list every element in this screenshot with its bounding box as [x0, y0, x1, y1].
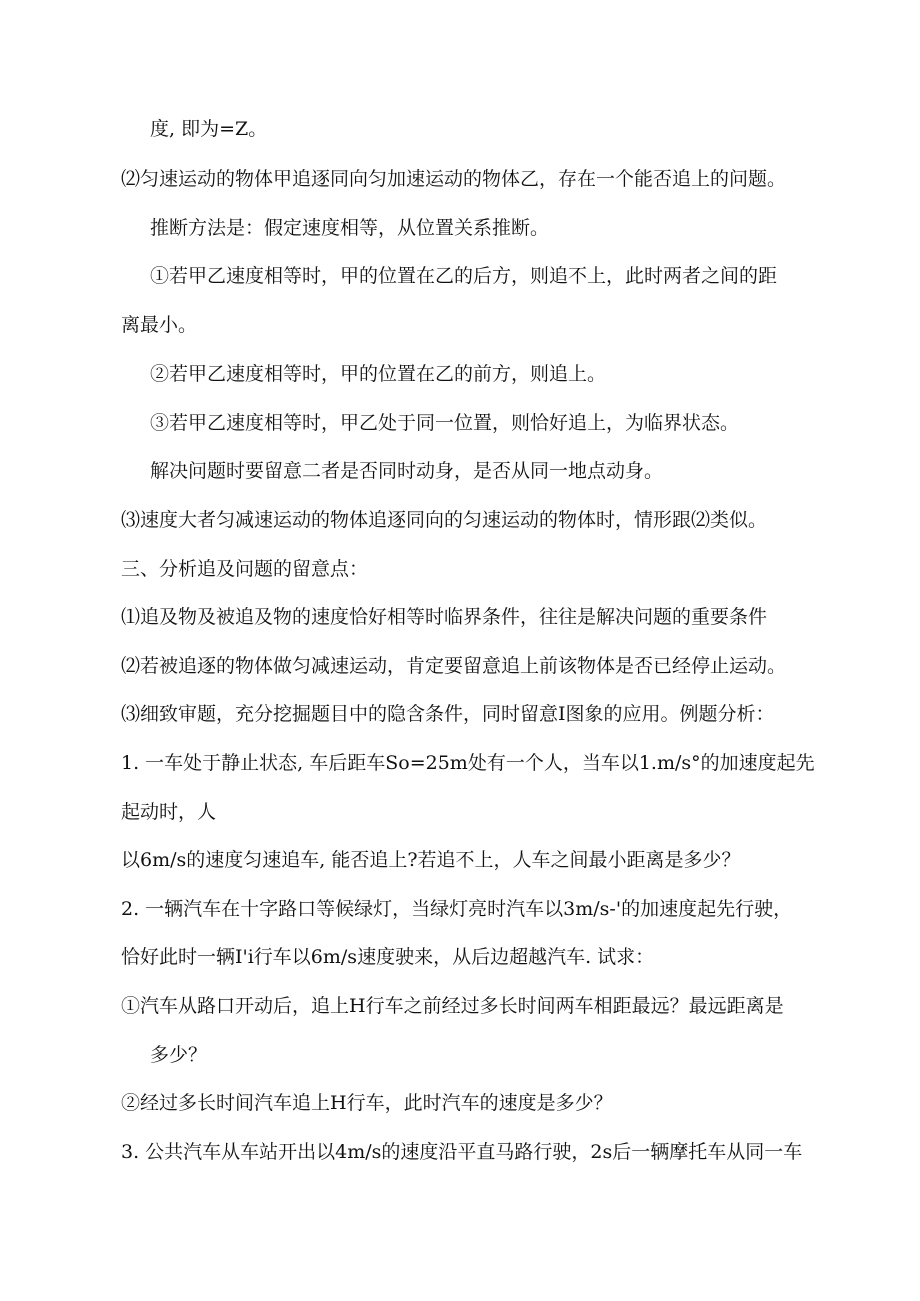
text-line: 离最小。: [121, 314, 198, 336]
text-line: ⑶细致审题，充分挖掘题目中的隐含条件，同时留意I图象的应用。例题分析：: [121, 703, 775, 725]
text-line: 起动时，人: [121, 801, 217, 823]
text-line: ⑵若被追逐的物体做匀减速运动，肯定要留意追上前该物体是否已经停止运动。: [121, 655, 787, 677]
text-line: 解决问题时要留意二者是否同时动身，是否从同一地点动身。: [150, 460, 664, 482]
text-line: ⑶速度大者匀减速运动的物体追逐同向的匀速运动的物体时，情形跟⑵类似。: [121, 509, 768, 531]
text-line: ②若甲乙速度相等时，甲的位置在乙的前方，则追上。: [150, 363, 607, 385]
text-line: ⑴追及物及被追及物的速度恰好相等时临界条件，往往是解决问题的重要条件: [121, 606, 768, 628]
text-line: 2. 一辆汽车在十字路口等候绿灯，当绿灯亮时汽车以3m∕s-'的加速度起先行驶，: [121, 898, 793, 920]
text-line: 度, 即为=Z。: [150, 118, 268, 140]
text-line: ①若甲乙速度相等时，甲的位置在乙的后方，则追不上，此时两者之间的距: [150, 265, 778, 287]
text-line: 恰好此时一辆I'i行车以6m/s速度驶来，从后边超越汽车. 试求：: [121, 946, 655, 968]
text-line: ③若甲乙速度相等时，甲乙处于同一位置，则恰好追上，为临界状态。: [150, 412, 740, 434]
text-line: ⑵匀速运动的物体甲追逐同向匀加速运动的物体乙，存在一个能否追上的问题。: [121, 168, 787, 190]
text-line: 推断方法是：假定速度相等，从位置关系推断。: [150, 217, 550, 239]
text-line: 多少？: [150, 1044, 208, 1066]
text-line: ①汽车从路口开动后，追上H行车之前经过多长时间两车相距最远？最远距离是: [121, 995, 784, 1017]
section-heading: 三、分析追及问题的留意点：: [121, 558, 369, 580]
text-line: 1. 一车处于静止状态, 车后距车So=25m处有一个人，当车以1.m∕s°的加速度起先: [121, 752, 815, 774]
text-line: ②经过多长时间汽车追上H行车，此时汽车的速度是多少？: [121, 1092, 613, 1114]
text-line: 以6m∕s的速度匀速追车, 能否追上?若追不上，人车之间最小距离是多少？: [121, 849, 741, 871]
text-line: 3. 公共汽车从车站开出以4m∕s的速度沿平直马路行驶，2s后一辆摩托车从同一车: [121, 1141, 803, 1163]
